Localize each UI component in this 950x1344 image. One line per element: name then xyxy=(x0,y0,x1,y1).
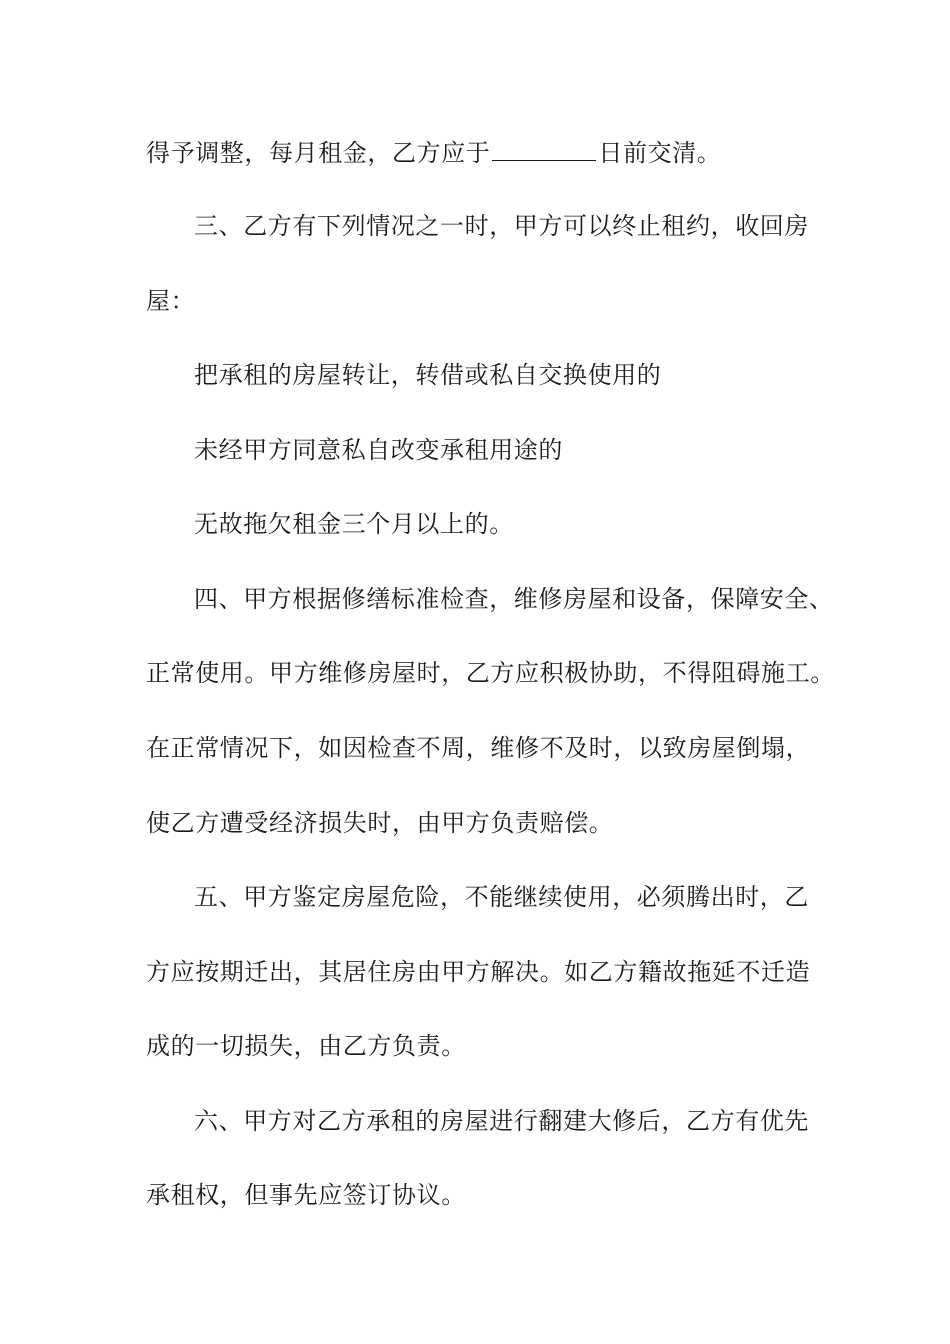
clause-4-line-1: 四、甲方根据修缮标准检查，维修房屋和设备，保障安全、 xyxy=(194,585,834,613)
clause-3-continuation: 屋： xyxy=(146,287,196,315)
text-segment: 日前交清。 xyxy=(598,139,722,167)
fill-in-blank xyxy=(492,138,596,161)
clause-5-line-3: 成的一切损失，由乙方负责。 xyxy=(146,1032,466,1060)
clause-6-line-2: 承租权，但事先应签订协议。 xyxy=(146,1181,466,1209)
clause-3-heading: 三、乙方有下列情况之一时，甲方可以终止租约，收回房 xyxy=(194,212,809,240)
clause-3-item-2: 未经甲方同意私自改变承租用途的 xyxy=(194,436,563,464)
clause-4-line-3: 在正常情况下，如因检查不周，维修不及时，以致房屋倒塌， xyxy=(146,734,811,762)
clause-4-line-4: 使乙方遭受经济损失时，由甲方负责赔偿。 xyxy=(146,809,614,837)
clause-4-line-2: 正常使用。甲方维修房屋时，乙方应积极协助，不得阻碍施工。 xyxy=(146,659,835,687)
clause-3-item-1: 把承租的房屋转让，转借或私自交换使用的 xyxy=(194,361,662,389)
text-segment: 得予调整，每月租金，乙方应于 xyxy=(146,139,491,167)
paragraph-line-1 xyxy=(146,137,721,169)
clause-5-line-2: 方应按期迁出，其居住房由甲方解决。如乙方籍故拖延不迁造 xyxy=(146,958,811,986)
clause-3-item-3: 无故拖欠租金三个月以上的。 xyxy=(194,510,514,538)
clause-6-line-1: 六、甲方对乙方承租的房屋进行翻建大修后，乙方有优先 xyxy=(194,1107,809,1135)
clause-5-line-1: 五、甲方鉴定房屋危险，不能继续使用，必须腾出时，乙 xyxy=(194,883,809,911)
